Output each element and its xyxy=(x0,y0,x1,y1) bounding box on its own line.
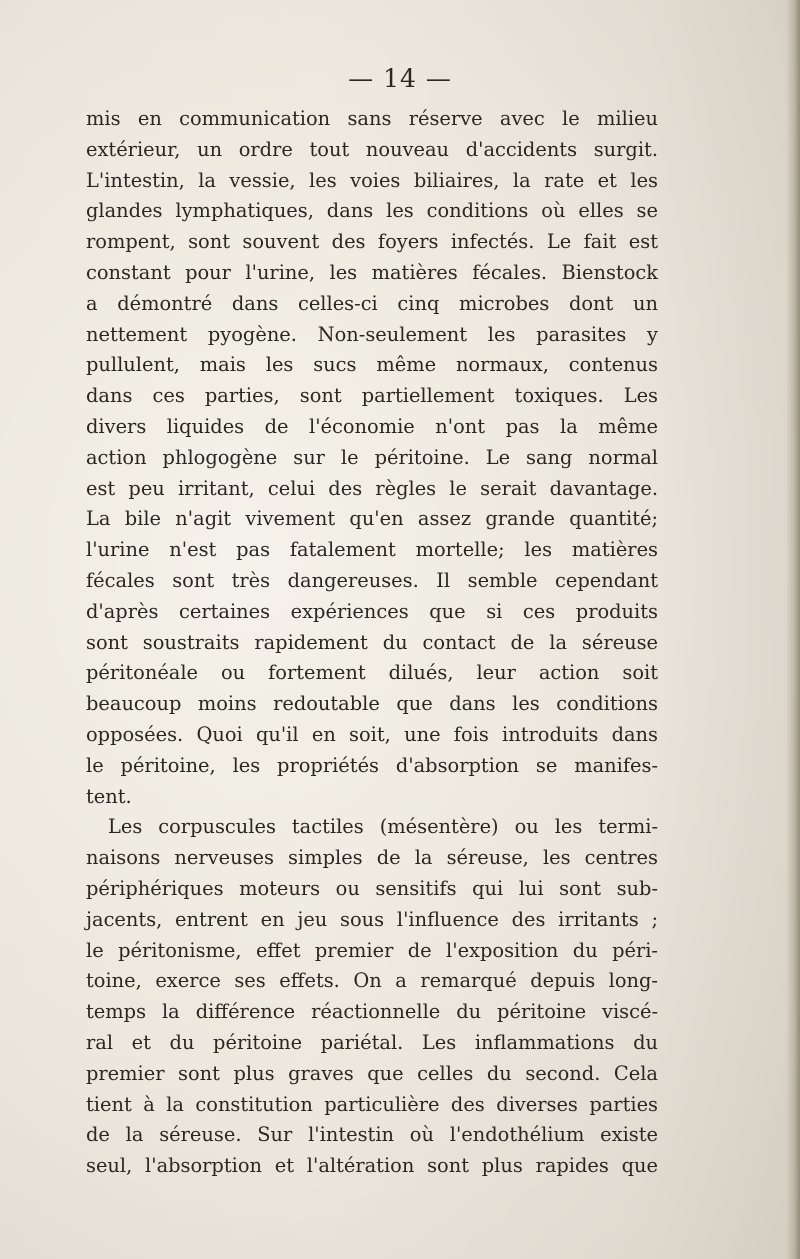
text-line: naisons nerveuses simples de la séreuse, les centres xyxy=(86,846,658,870)
text-line: jacents, entrent en jeu sous l'influence des irritants ; xyxy=(86,907,658,931)
text-line: premier sont plus graves que celles du second. Cela xyxy=(86,1061,658,1085)
page-edge-shadow xyxy=(786,0,800,1259)
text-line: nettement pyogène. Non-seulement les parasites y xyxy=(86,322,658,346)
text-line: dans ces parties, sont partiellement toxiques. Les xyxy=(86,384,658,408)
paragraph-2 xyxy=(86,812,658,1182)
text-line: a démontré dans celles-ci cinq microbes dont un xyxy=(86,291,658,315)
text-line: L'intestin, la vessie, les voies biliaires, la rate et les xyxy=(86,168,658,192)
paragraph-1 xyxy=(86,104,658,812)
text-line: mis en communication sans réserve avec le milieu xyxy=(86,107,658,130)
text-line: divers liquides de l'économie n'ont pas la même xyxy=(86,414,658,438)
text-line: sont soustraits rapidement du contact de la séreuse xyxy=(86,630,658,654)
text-line: tient à la constitution particulière des diverses parties xyxy=(86,1092,658,1116)
text-line: le péritonisme, effet premier de l'exposition du péri- xyxy=(86,938,658,962)
text-line: glandes lymphatiques, dans les conditions où elles se xyxy=(86,199,658,223)
text-line: toine, exerce ses effets. On a remarqué depuis long- xyxy=(86,969,658,993)
text-line: de la séreuse. Sur l'intestin où l'endothélium existe xyxy=(86,1123,658,1147)
text-line: pullulent, mais les sucs même normaux, contenus xyxy=(86,353,658,377)
text-line: tent. xyxy=(86,784,132,808)
text-line: est peu irritant, celui des règles le serait davantage. xyxy=(86,476,658,500)
text-line: beaucoup moins redoutable que dans les conditions xyxy=(86,692,658,716)
body-text xyxy=(86,104,658,1182)
text-line: d'après certaines expériences que si ces produits xyxy=(86,599,658,623)
page-number: — 14 — xyxy=(348,64,452,93)
text-line: temps la différence réactionnelle du péritoine viscé- xyxy=(86,1000,658,1024)
text-line: Les corpuscules tactiles (mésentère) ou les termi- xyxy=(108,815,658,839)
text-line: seul, l'absorption et l'altération sont plus rapides que xyxy=(86,1154,658,1178)
text-line: ral et du péritoine pariétal. Les inflammations du xyxy=(86,1030,658,1054)
text-line: périphériques moteurs ou sensitifs qui lui sont sub- xyxy=(86,876,658,900)
text-line: l'urine n'est pas fatalement mortelle; les matières xyxy=(86,538,658,562)
text-line: action phlogogène sur le péritoine. Le sang normal xyxy=(86,445,658,469)
text-line: constant pour l'urine, les matières fécales. Bienstock xyxy=(86,260,658,284)
text-line: péritonéale ou fortement dilués, leur action soit xyxy=(86,661,658,685)
text-line: fécales sont très dangereuses. Il semble cependant xyxy=(86,568,658,592)
text-line: extérieur, un ordre tout nouveau d'accidents surgit. xyxy=(86,137,658,161)
text-line: opposées. Quoi qu'il en soit, une fois introduits dans xyxy=(86,722,658,746)
text-line: rompent, sont souvent des foyers infectés. Le fait est xyxy=(86,230,658,254)
text-line: le péritoine, les propriétés d'absorption se manifes- xyxy=(86,753,658,777)
text-line: La bile n'agit vivement qu'en assez grande quantité; xyxy=(86,507,658,531)
